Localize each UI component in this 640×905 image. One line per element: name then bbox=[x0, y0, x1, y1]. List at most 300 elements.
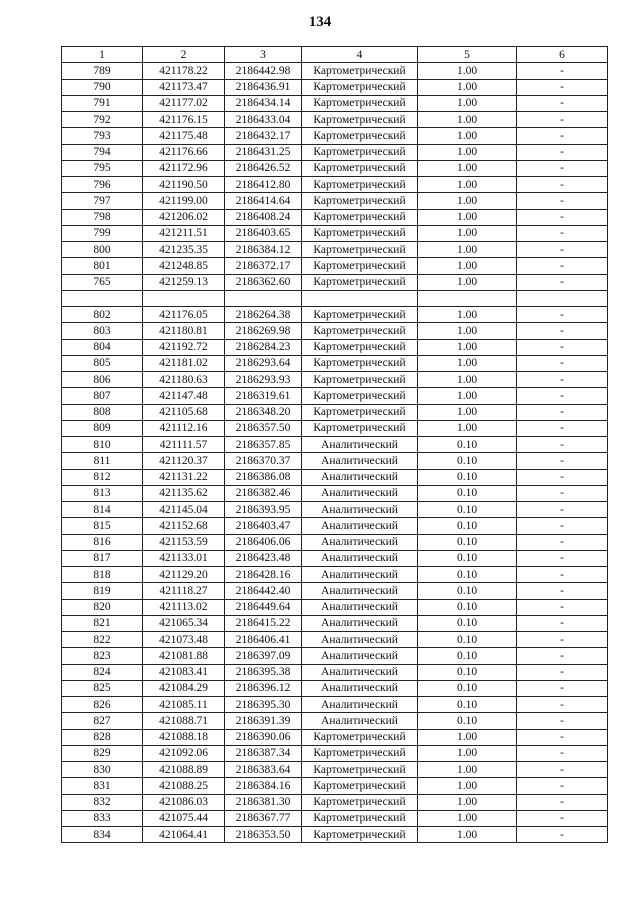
method-cell: Картометрический bbox=[302, 225, 418, 241]
table-row bbox=[62, 697, 608, 713]
x-coordinate-cell: 421135.62 bbox=[143, 485, 225, 501]
accuracy-cell: 1.00 bbox=[418, 95, 517, 111]
note-cell: - bbox=[517, 437, 608, 453]
y-coordinate-cell: 2186319.61 bbox=[225, 388, 302, 404]
x-coordinate-cell: 421248.85 bbox=[143, 258, 225, 274]
y-coordinate-cell: 2186403.47 bbox=[225, 518, 302, 534]
y-coordinate-cell: 2186431.25 bbox=[225, 144, 302, 160]
y-coordinate-cell: 2186397.09 bbox=[225, 648, 302, 664]
table-row bbox=[62, 453, 608, 469]
table-row bbox=[62, 307, 608, 323]
method-cell: Аналитический bbox=[302, 567, 418, 583]
y-coordinate-cell: 2186406.06 bbox=[225, 534, 302, 550]
y-coordinate-cell: 2186395.30 bbox=[225, 697, 302, 713]
x-coordinate-cell: 421235.35 bbox=[143, 242, 225, 258]
table-row bbox=[62, 648, 608, 664]
accuracy-cell: 1.00 bbox=[418, 404, 517, 420]
x-coordinate-cell: 421190.50 bbox=[143, 177, 225, 193]
x-coordinate-cell: 421211.51 bbox=[143, 225, 225, 241]
table-row bbox=[62, 177, 608, 193]
point-number-cell: 826 bbox=[62, 697, 143, 713]
method-cell: Картометрический bbox=[302, 323, 418, 339]
method-cell: Аналитический bbox=[302, 437, 418, 453]
table-row bbox=[62, 469, 608, 485]
accuracy-cell: 1.00 bbox=[418, 128, 517, 144]
table-row bbox=[62, 112, 608, 128]
y-coordinate-cell: 2186357.50 bbox=[225, 420, 302, 436]
y-coordinate-cell: 2186442.40 bbox=[225, 583, 302, 599]
accuracy-cell: 1.00 bbox=[418, 144, 517, 160]
accuracy-cell: 0.10 bbox=[418, 518, 517, 534]
accuracy-cell: 0.10 bbox=[418, 485, 517, 501]
accuracy-cell: 1.00 bbox=[418, 420, 517, 436]
y-coordinate-cell: 2186406.41 bbox=[225, 632, 302, 648]
note-cell: - bbox=[517, 144, 608, 160]
y-coordinate-cell: 2186383.64 bbox=[225, 762, 302, 778]
method-cell: Картометрический bbox=[302, 128, 418, 144]
table-row bbox=[62, 713, 608, 729]
x-coordinate-cell: 421206.02 bbox=[143, 209, 225, 225]
method-cell: Картометрический bbox=[302, 339, 418, 355]
x-coordinate-cell: 421105.68 bbox=[143, 404, 225, 420]
table-row bbox=[62, 274, 608, 290]
point-number-cell: 793 bbox=[62, 128, 143, 144]
table-row bbox=[62, 242, 608, 258]
accuracy-cell: 0.10 bbox=[418, 697, 517, 713]
table-row bbox=[62, 323, 608, 339]
point-number-cell: 800 bbox=[62, 242, 143, 258]
x-coordinate-cell: 421180.63 bbox=[143, 372, 225, 388]
method-cell: Аналитический bbox=[302, 534, 418, 550]
note-cell: - bbox=[517, 177, 608, 193]
point-number-cell: 811 bbox=[62, 453, 143, 469]
point-number-cell: 827 bbox=[62, 713, 143, 729]
table-row bbox=[62, 290, 608, 306]
coordinates-table bbox=[61, 46, 608, 843]
point-number-cell: 825 bbox=[62, 680, 143, 696]
accuracy-cell: 1.00 bbox=[418, 193, 517, 209]
point-number-cell: 807 bbox=[62, 388, 143, 404]
x-coordinate-cell: 421180.81 bbox=[143, 323, 225, 339]
x-coordinate-cell: 421199.00 bbox=[143, 193, 225, 209]
y-coordinate-cell: 2186362.60 bbox=[225, 274, 302, 290]
table-header bbox=[62, 47, 608, 63]
x-coordinate-cell: 421088.89 bbox=[143, 762, 225, 778]
method-cell: Картометрический bbox=[302, 160, 418, 176]
x-coordinate-cell: 421085.11 bbox=[143, 697, 225, 713]
note-cell: - bbox=[517, 63, 608, 79]
x-coordinate-cell: 421112.16 bbox=[143, 420, 225, 436]
note-cell: - bbox=[517, 372, 608, 388]
note-cell: - bbox=[517, 160, 608, 176]
point-number-cell: 806 bbox=[62, 372, 143, 388]
table-body bbox=[62, 63, 608, 843]
table-row bbox=[62, 680, 608, 696]
method-cell: Аналитический bbox=[302, 632, 418, 648]
accuracy-cell: 1.00 bbox=[418, 778, 517, 794]
accuracy-cell: 1.00 bbox=[418, 323, 517, 339]
x-coordinate-cell: 421113.02 bbox=[143, 599, 225, 615]
x-coordinate-cell: 421088.71 bbox=[143, 713, 225, 729]
accuracy-cell: 0.10 bbox=[418, 632, 517, 648]
x-coordinate-cell: 421118.27 bbox=[143, 583, 225, 599]
table-row bbox=[62, 355, 608, 371]
note-cell: - bbox=[517, 583, 608, 599]
page-number: 134 bbox=[308, 14, 332, 30]
x-coordinate-cell: 421131.22 bbox=[143, 469, 225, 485]
x-coordinate-cell: 421177.02 bbox=[143, 95, 225, 111]
note-cell: - bbox=[517, 388, 608, 404]
y-coordinate-cell: 2186449.64 bbox=[225, 599, 302, 615]
method-cell: Картометрический bbox=[302, 810, 418, 826]
accuracy-cell: 0.10 bbox=[418, 453, 517, 469]
table-row bbox=[62, 810, 608, 826]
accuracy-cell: 1.00 bbox=[418, 112, 517, 128]
x-coordinate-cell: 421075.44 bbox=[143, 810, 225, 826]
note-cell: - bbox=[517, 258, 608, 274]
note-cell: - bbox=[517, 810, 608, 826]
method-cell: Аналитический bbox=[302, 680, 418, 696]
note-cell: - bbox=[517, 128, 608, 144]
note-cell: - bbox=[517, 827, 608, 843]
point-number-cell: 797 bbox=[62, 193, 143, 209]
method-cell: Аналитический bbox=[302, 502, 418, 518]
y-coordinate-cell: 2186433.04 bbox=[225, 112, 302, 128]
y-coordinate-cell: 2186408.24 bbox=[225, 209, 302, 225]
method-cell: Картометрический bbox=[302, 79, 418, 95]
accuracy-cell: 1.00 bbox=[418, 339, 517, 355]
note-cell: - bbox=[517, 778, 608, 794]
note-cell: - bbox=[517, 567, 608, 583]
point-number-cell: 828 bbox=[62, 729, 143, 745]
y-coordinate-cell: 2186436.91 bbox=[225, 79, 302, 95]
table-row bbox=[62, 745, 608, 761]
note-cell: - bbox=[517, 453, 608, 469]
method-cell: Картометрический bbox=[302, 745, 418, 761]
method-cell: Аналитический bbox=[302, 615, 418, 631]
accuracy-cell: 1.00 bbox=[418, 388, 517, 404]
x-coordinate-cell: 421083.41 bbox=[143, 664, 225, 680]
note-cell: - bbox=[517, 745, 608, 761]
x-coordinate-cell: 421111.57 bbox=[143, 437, 225, 453]
accuracy-cell: 0.10 bbox=[418, 502, 517, 518]
note-cell: - bbox=[517, 79, 608, 95]
y-coordinate-cell: 2186442.98 bbox=[225, 63, 302, 79]
accuracy-cell: 0.10 bbox=[418, 680, 517, 696]
x-coordinate-cell: 421175.48 bbox=[143, 128, 225, 144]
table-row bbox=[62, 95, 608, 111]
header-row bbox=[62, 47, 608, 63]
accuracy-cell: 0.10 bbox=[418, 437, 517, 453]
y-coordinate-cell: 2186284.23 bbox=[225, 339, 302, 355]
x-coordinate-cell: 421173.47 bbox=[143, 79, 225, 95]
table-row bbox=[62, 567, 608, 583]
accuracy-cell bbox=[418, 290, 517, 306]
x-coordinate-cell: 421120.37 bbox=[143, 453, 225, 469]
accuracy-cell: 1.00 bbox=[418, 745, 517, 761]
y-coordinate-cell: 2186384.16 bbox=[225, 778, 302, 794]
note-cell: - bbox=[517, 794, 608, 810]
x-coordinate-cell: 421073.48 bbox=[143, 632, 225, 648]
accuracy-cell: 1.00 bbox=[418, 274, 517, 290]
method-cell: Картометрический bbox=[302, 242, 418, 258]
point-number-cell: 808 bbox=[62, 404, 143, 420]
accuracy-cell: 0.10 bbox=[418, 583, 517, 599]
point-number-cell: 822 bbox=[62, 632, 143, 648]
note-cell: - bbox=[517, 193, 608, 209]
x-coordinate-cell: 421065.34 bbox=[143, 615, 225, 631]
y-coordinate-cell: 2186264.38 bbox=[225, 307, 302, 323]
x-coordinate-cell: 421088.25 bbox=[143, 778, 225, 794]
point-number-cell bbox=[62, 290, 143, 306]
note-cell: - bbox=[517, 729, 608, 745]
x-coordinate-cell: 421178.22 bbox=[143, 63, 225, 79]
note-cell: - bbox=[517, 664, 608, 680]
y-coordinate-cell: 2186387.34 bbox=[225, 745, 302, 761]
point-number-cell: 816 bbox=[62, 534, 143, 550]
method-cell: Картометрический bbox=[302, 193, 418, 209]
y-coordinate-cell: 2186391.39 bbox=[225, 713, 302, 729]
note-cell: - bbox=[517, 599, 608, 615]
point-number-cell: 830 bbox=[62, 762, 143, 778]
table-row bbox=[62, 794, 608, 810]
point-number-cell: 832 bbox=[62, 794, 143, 810]
x-coordinate-cell: 421088.18 bbox=[143, 729, 225, 745]
method-cell: Картометрический bbox=[302, 258, 418, 274]
accuracy-cell: 0.10 bbox=[418, 469, 517, 485]
point-number-cell: 823 bbox=[62, 648, 143, 664]
method-cell: Аналитический bbox=[302, 648, 418, 664]
method-cell: Картометрический bbox=[302, 404, 418, 420]
y-coordinate-cell: 2186393.95 bbox=[225, 502, 302, 518]
table-row bbox=[62, 437, 608, 453]
y-coordinate-cell: 2186353.50 bbox=[225, 827, 302, 843]
table-row bbox=[62, 160, 608, 176]
table-row bbox=[62, 209, 608, 225]
table-row bbox=[62, 583, 608, 599]
note-cell: - bbox=[517, 339, 608, 355]
point-number-cell: 813 bbox=[62, 485, 143, 501]
y-coordinate-cell: 2186372.17 bbox=[225, 258, 302, 274]
point-number-cell: 802 bbox=[62, 307, 143, 323]
y-coordinate-cell: 2186395.38 bbox=[225, 664, 302, 680]
table-row bbox=[62, 388, 608, 404]
method-cell: Аналитический bbox=[302, 485, 418, 501]
y-coordinate-cell: 2186432.17 bbox=[225, 128, 302, 144]
point-number-cell: 809 bbox=[62, 420, 143, 436]
note-cell: - bbox=[517, 242, 608, 258]
method-cell: Аналитический bbox=[302, 713, 418, 729]
method-cell: Картометрический bbox=[302, 420, 418, 436]
point-number-cell: 803 bbox=[62, 323, 143, 339]
point-number-cell: 814 bbox=[62, 502, 143, 518]
accuracy-cell: 0.10 bbox=[418, 615, 517, 631]
table-row bbox=[62, 827, 608, 843]
accuracy-cell: 0.10 bbox=[418, 599, 517, 615]
method-cell: Картометрический bbox=[302, 177, 418, 193]
point-number-cell: 805 bbox=[62, 355, 143, 371]
point-number-cell: 790 bbox=[62, 79, 143, 95]
note-cell: - bbox=[517, 762, 608, 778]
method-cell: Картометрический bbox=[302, 209, 418, 225]
point-number-cell: 796 bbox=[62, 177, 143, 193]
column-header: 4 bbox=[302, 47, 418, 63]
x-coordinate-cell: 421172.96 bbox=[143, 160, 225, 176]
y-coordinate-cell: 2186293.64 bbox=[225, 355, 302, 371]
note-cell: - bbox=[517, 225, 608, 241]
column-header: 6 bbox=[517, 47, 608, 63]
accuracy-cell: 1.00 bbox=[418, 160, 517, 176]
y-coordinate-cell: 2186414.64 bbox=[225, 193, 302, 209]
accuracy-cell: 0.10 bbox=[418, 713, 517, 729]
x-coordinate-cell: 421145.04 bbox=[143, 502, 225, 518]
point-number-cell: 817 bbox=[62, 550, 143, 566]
x-coordinate-cell: 421133.01 bbox=[143, 550, 225, 566]
point-number-cell: 798 bbox=[62, 209, 143, 225]
method-cell: Картометрический bbox=[302, 372, 418, 388]
point-number-cell: 815 bbox=[62, 518, 143, 534]
point-number-cell: 792 bbox=[62, 112, 143, 128]
table-row bbox=[62, 225, 608, 241]
accuracy-cell: 1.00 bbox=[418, 242, 517, 258]
table-row bbox=[62, 778, 608, 794]
point-number-cell: 818 bbox=[62, 567, 143, 583]
x-coordinate-cell: 421064.41 bbox=[143, 827, 225, 843]
note-cell: - bbox=[517, 112, 608, 128]
table-row bbox=[62, 128, 608, 144]
table-row bbox=[62, 193, 608, 209]
point-number-cell: 834 bbox=[62, 827, 143, 843]
method-cell: Картометрический bbox=[302, 729, 418, 745]
method-cell: Аналитический bbox=[302, 453, 418, 469]
accuracy-cell: 1.00 bbox=[418, 225, 517, 241]
x-coordinate-cell: 421086.03 bbox=[143, 794, 225, 810]
table-row bbox=[62, 664, 608, 680]
point-number-cell: 833 bbox=[62, 810, 143, 826]
accuracy-cell: 0.10 bbox=[418, 534, 517, 550]
y-coordinate-cell: 2186381.30 bbox=[225, 794, 302, 810]
x-coordinate-cell: 421259.13 bbox=[143, 274, 225, 290]
y-coordinate-cell: 2186293.93 bbox=[225, 372, 302, 388]
point-number-cell: 819 bbox=[62, 583, 143, 599]
accuracy-cell: 1.00 bbox=[418, 209, 517, 225]
accuracy-cell: 0.10 bbox=[418, 648, 517, 664]
note-cell: - bbox=[517, 534, 608, 550]
y-coordinate-cell: 2186434.14 bbox=[225, 95, 302, 111]
y-coordinate-cell: 2186403.65 bbox=[225, 225, 302, 241]
y-coordinate-cell: 2186384.12 bbox=[225, 242, 302, 258]
point-number-cell: 820 bbox=[62, 599, 143, 615]
accuracy-cell: 1.00 bbox=[418, 827, 517, 843]
method-cell: Аналитический bbox=[302, 697, 418, 713]
point-number-cell: 804 bbox=[62, 339, 143, 355]
note-cell: - bbox=[517, 697, 608, 713]
point-number-cell: 810 bbox=[62, 437, 143, 453]
table-row bbox=[62, 599, 608, 615]
accuracy-cell: 1.00 bbox=[418, 372, 517, 388]
note-cell: - bbox=[517, 323, 608, 339]
method-cell: Картометрический bbox=[302, 307, 418, 323]
note-cell: - bbox=[517, 550, 608, 566]
x-coordinate-cell bbox=[143, 290, 225, 306]
x-coordinate-cell: 421192.72 bbox=[143, 339, 225, 355]
method-cell: Аналитический bbox=[302, 583, 418, 599]
y-coordinate-cell: 2186386.08 bbox=[225, 469, 302, 485]
note-cell: - bbox=[517, 274, 608, 290]
x-coordinate-cell: 421181.02 bbox=[143, 355, 225, 371]
note-cell: - bbox=[517, 355, 608, 371]
method-cell: Картометрический bbox=[302, 778, 418, 794]
table-row bbox=[62, 420, 608, 436]
note-cell: - bbox=[517, 209, 608, 225]
y-coordinate-cell: 2186348.20 bbox=[225, 404, 302, 420]
accuracy-cell: 1.00 bbox=[418, 794, 517, 810]
point-number-cell: 765 bbox=[62, 274, 143, 290]
point-number-cell: 801 bbox=[62, 258, 143, 274]
y-coordinate-cell: 2186426.52 bbox=[225, 160, 302, 176]
table-row bbox=[62, 615, 608, 631]
y-coordinate-cell bbox=[225, 290, 302, 306]
method-cell: Аналитический bbox=[302, 469, 418, 485]
y-coordinate-cell: 2186367.77 bbox=[225, 810, 302, 826]
method-cell: Картометрический bbox=[302, 144, 418, 160]
point-number-cell: 789 bbox=[62, 63, 143, 79]
method-cell: Картометрический bbox=[302, 355, 418, 371]
x-coordinate-cell: 421129.20 bbox=[143, 567, 225, 583]
note-cell: - bbox=[517, 404, 608, 420]
y-coordinate-cell: 2186423.48 bbox=[225, 550, 302, 566]
accuracy-cell: 1.00 bbox=[418, 355, 517, 371]
method-cell: Картометрический bbox=[302, 388, 418, 404]
column-header: 2 bbox=[143, 47, 225, 63]
note-cell: - bbox=[517, 502, 608, 518]
column-header: 1 bbox=[62, 47, 143, 63]
x-coordinate-cell: 421081.88 bbox=[143, 648, 225, 664]
table-row bbox=[62, 502, 608, 518]
column-header: 3 bbox=[225, 47, 302, 63]
accuracy-cell: 1.00 bbox=[418, 762, 517, 778]
table-row bbox=[62, 632, 608, 648]
accuracy-cell: 1.00 bbox=[418, 307, 517, 323]
table-row bbox=[62, 534, 608, 550]
point-number-cell: 812 bbox=[62, 469, 143, 485]
note-cell: - bbox=[517, 95, 608, 111]
accuracy-cell: 0.10 bbox=[418, 664, 517, 680]
x-coordinate-cell: 421176.66 bbox=[143, 144, 225, 160]
note-cell: - bbox=[517, 485, 608, 501]
note-cell: - bbox=[517, 420, 608, 436]
accuracy-cell: 1.00 bbox=[418, 258, 517, 274]
y-coordinate-cell: 2186269.98 bbox=[225, 323, 302, 339]
table-row bbox=[62, 258, 608, 274]
accuracy-cell: 1.00 bbox=[418, 810, 517, 826]
x-coordinate-cell: 421176.05 bbox=[143, 307, 225, 323]
point-number-cell: 791 bbox=[62, 95, 143, 111]
x-coordinate-cell: 421084.29 bbox=[143, 680, 225, 696]
table-row bbox=[62, 485, 608, 501]
accuracy-cell: 1.00 bbox=[418, 63, 517, 79]
y-coordinate-cell: 2186428.16 bbox=[225, 567, 302, 583]
table-row bbox=[62, 339, 608, 355]
note-cell: - bbox=[517, 648, 608, 664]
y-coordinate-cell: 2186412.80 bbox=[225, 177, 302, 193]
point-number-cell: 831 bbox=[62, 778, 143, 794]
method-cell: Картометрический bbox=[302, 95, 418, 111]
accuracy-cell: 0.10 bbox=[418, 567, 517, 583]
point-number-cell: 829 bbox=[62, 745, 143, 761]
y-coordinate-cell: 2186396.12 bbox=[225, 680, 302, 696]
table-row bbox=[62, 63, 608, 79]
